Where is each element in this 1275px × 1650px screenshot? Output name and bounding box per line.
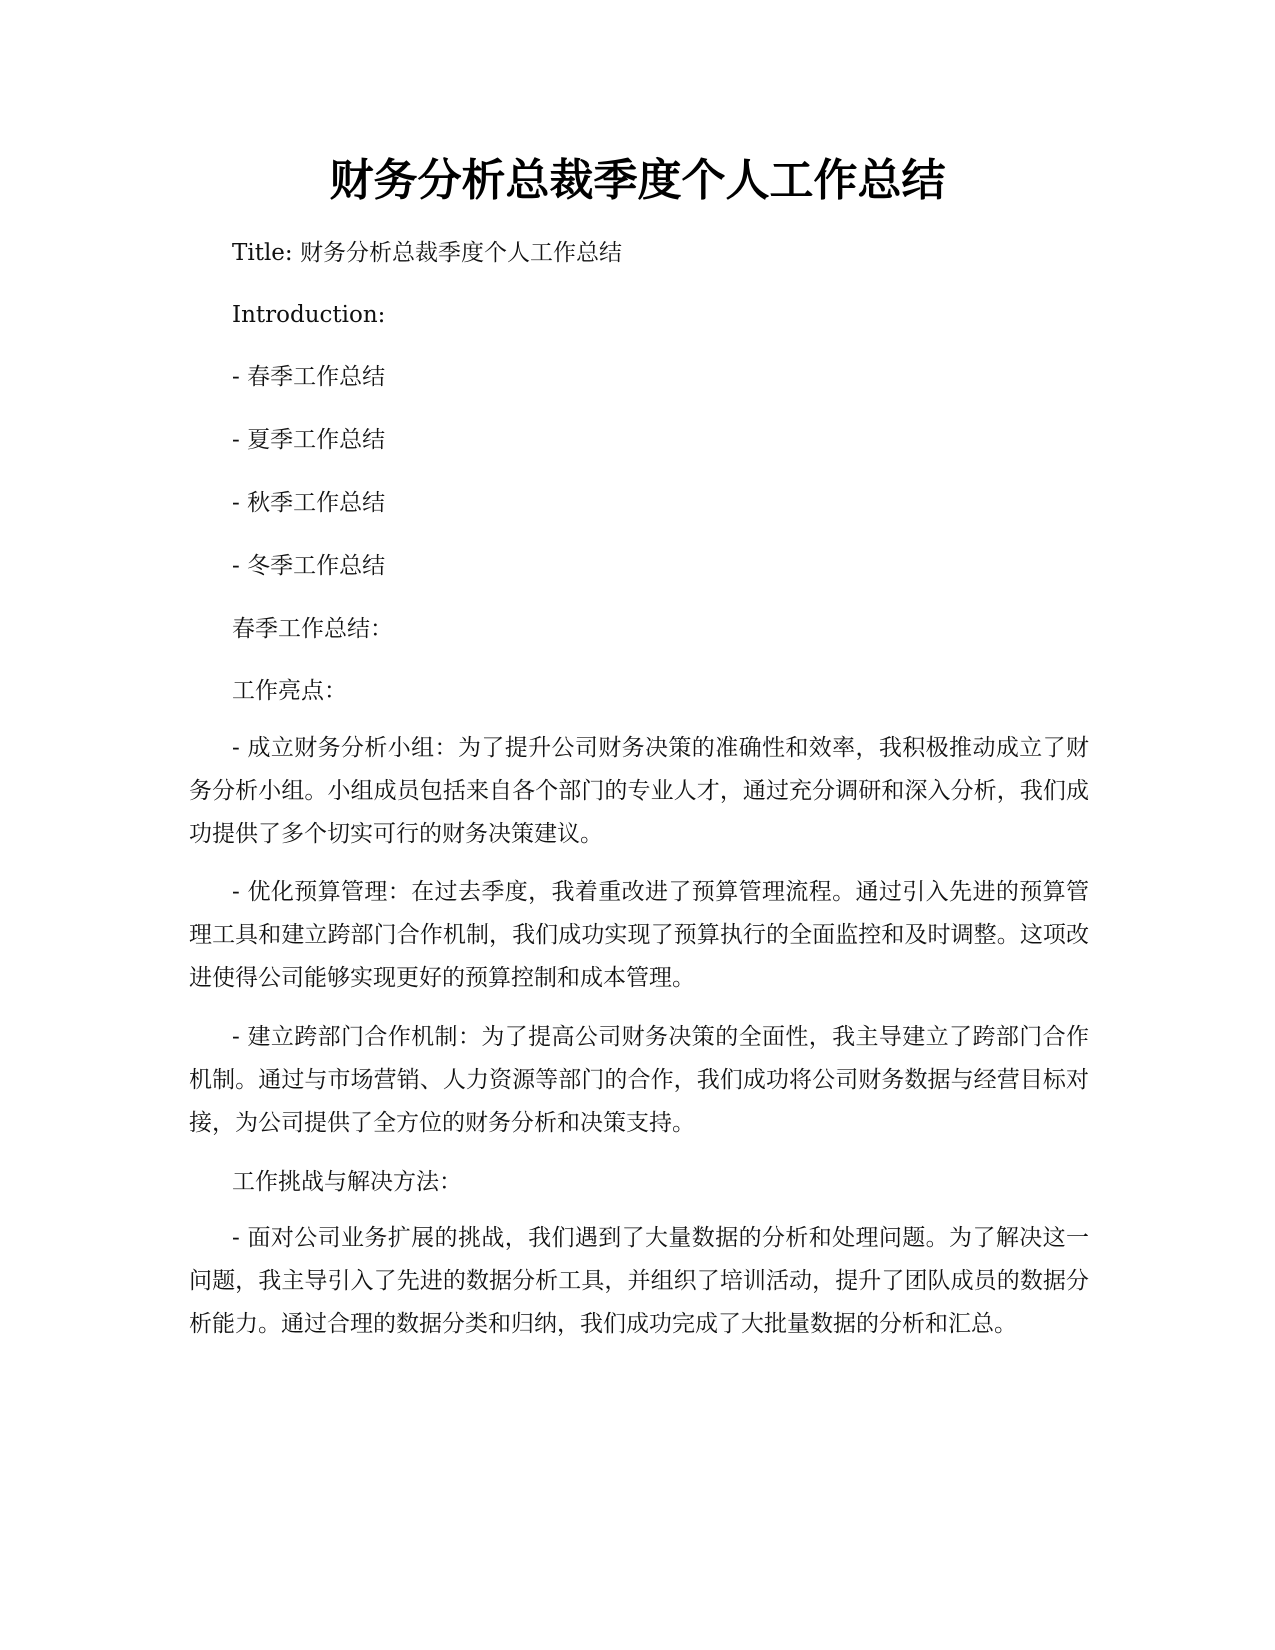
- toc-item-winter: - 冬季工作总结: [232, 553, 386, 579]
- toc-item-autumn: - 秋季工作总结: [232, 490, 386, 516]
- challenge-paragraph-data: - 面对公司业务扩展的挑战，我们遇到了大量数据的分析和处理问题。为了解决这一问题，我主导引入了先进的数据分析工具，并组织了培训活动，提升了团队成员的数据分析能力。通过合理的数据分类和归纳，我们成功完成了大批量数据的分析和汇总。: [189, 1225, 1089, 1337]
- title-line: Title: 财务分析总裁季度个人工作总结: [232, 240, 622, 266]
- highlight-paragraph-finance-team: - 成立财务分析小组：为了提升公司财务决策的准确性和效率，我积极推动成立了财务分析小组。小组成员包括来自各个部门的专业人才，通过充分调研和深入分析，我们成功提供了多个切实可行的财务决策建议。: [189, 735, 1089, 847]
- document-title: 财务分析总裁季度个人工作总结: [329, 155, 946, 206]
- highlights-heading: 工作亮点：: [232, 678, 347, 704]
- toc-item-summer: - 夏季工作总结: [232, 427, 386, 453]
- highlight-paragraph-cross-department: - 建立跨部门合作机制：为了提高公司财务决策的全面性，我主导建立了跨部门合作机制。通过与市场营销、人力资源等部门的合作，我们成功将公司财务数据与经营目标对接，为公司提供了全方位的财务分析和决策支持。: [189, 1024, 1089, 1136]
- highlight-paragraph-budget: - 优化预算管理：在过去季度，我着重改进了预算管理流程。通过引入先进的预算管理工具和建立跨部门合作机制，我们成功实现了预算执行的全面监控和及时调整。这项改进使得公司能够实现更好的预算控制和成本管理。: [189, 879, 1089, 991]
- spring-heading: 春季工作总结：: [232, 616, 393, 642]
- challenges-heading: 工作挑战与解决方法：: [232, 1169, 462, 1195]
- introduction-label: Introduction:: [232, 302, 386, 328]
- toc-item-spring: - 春季工作总结: [232, 364, 386, 390]
